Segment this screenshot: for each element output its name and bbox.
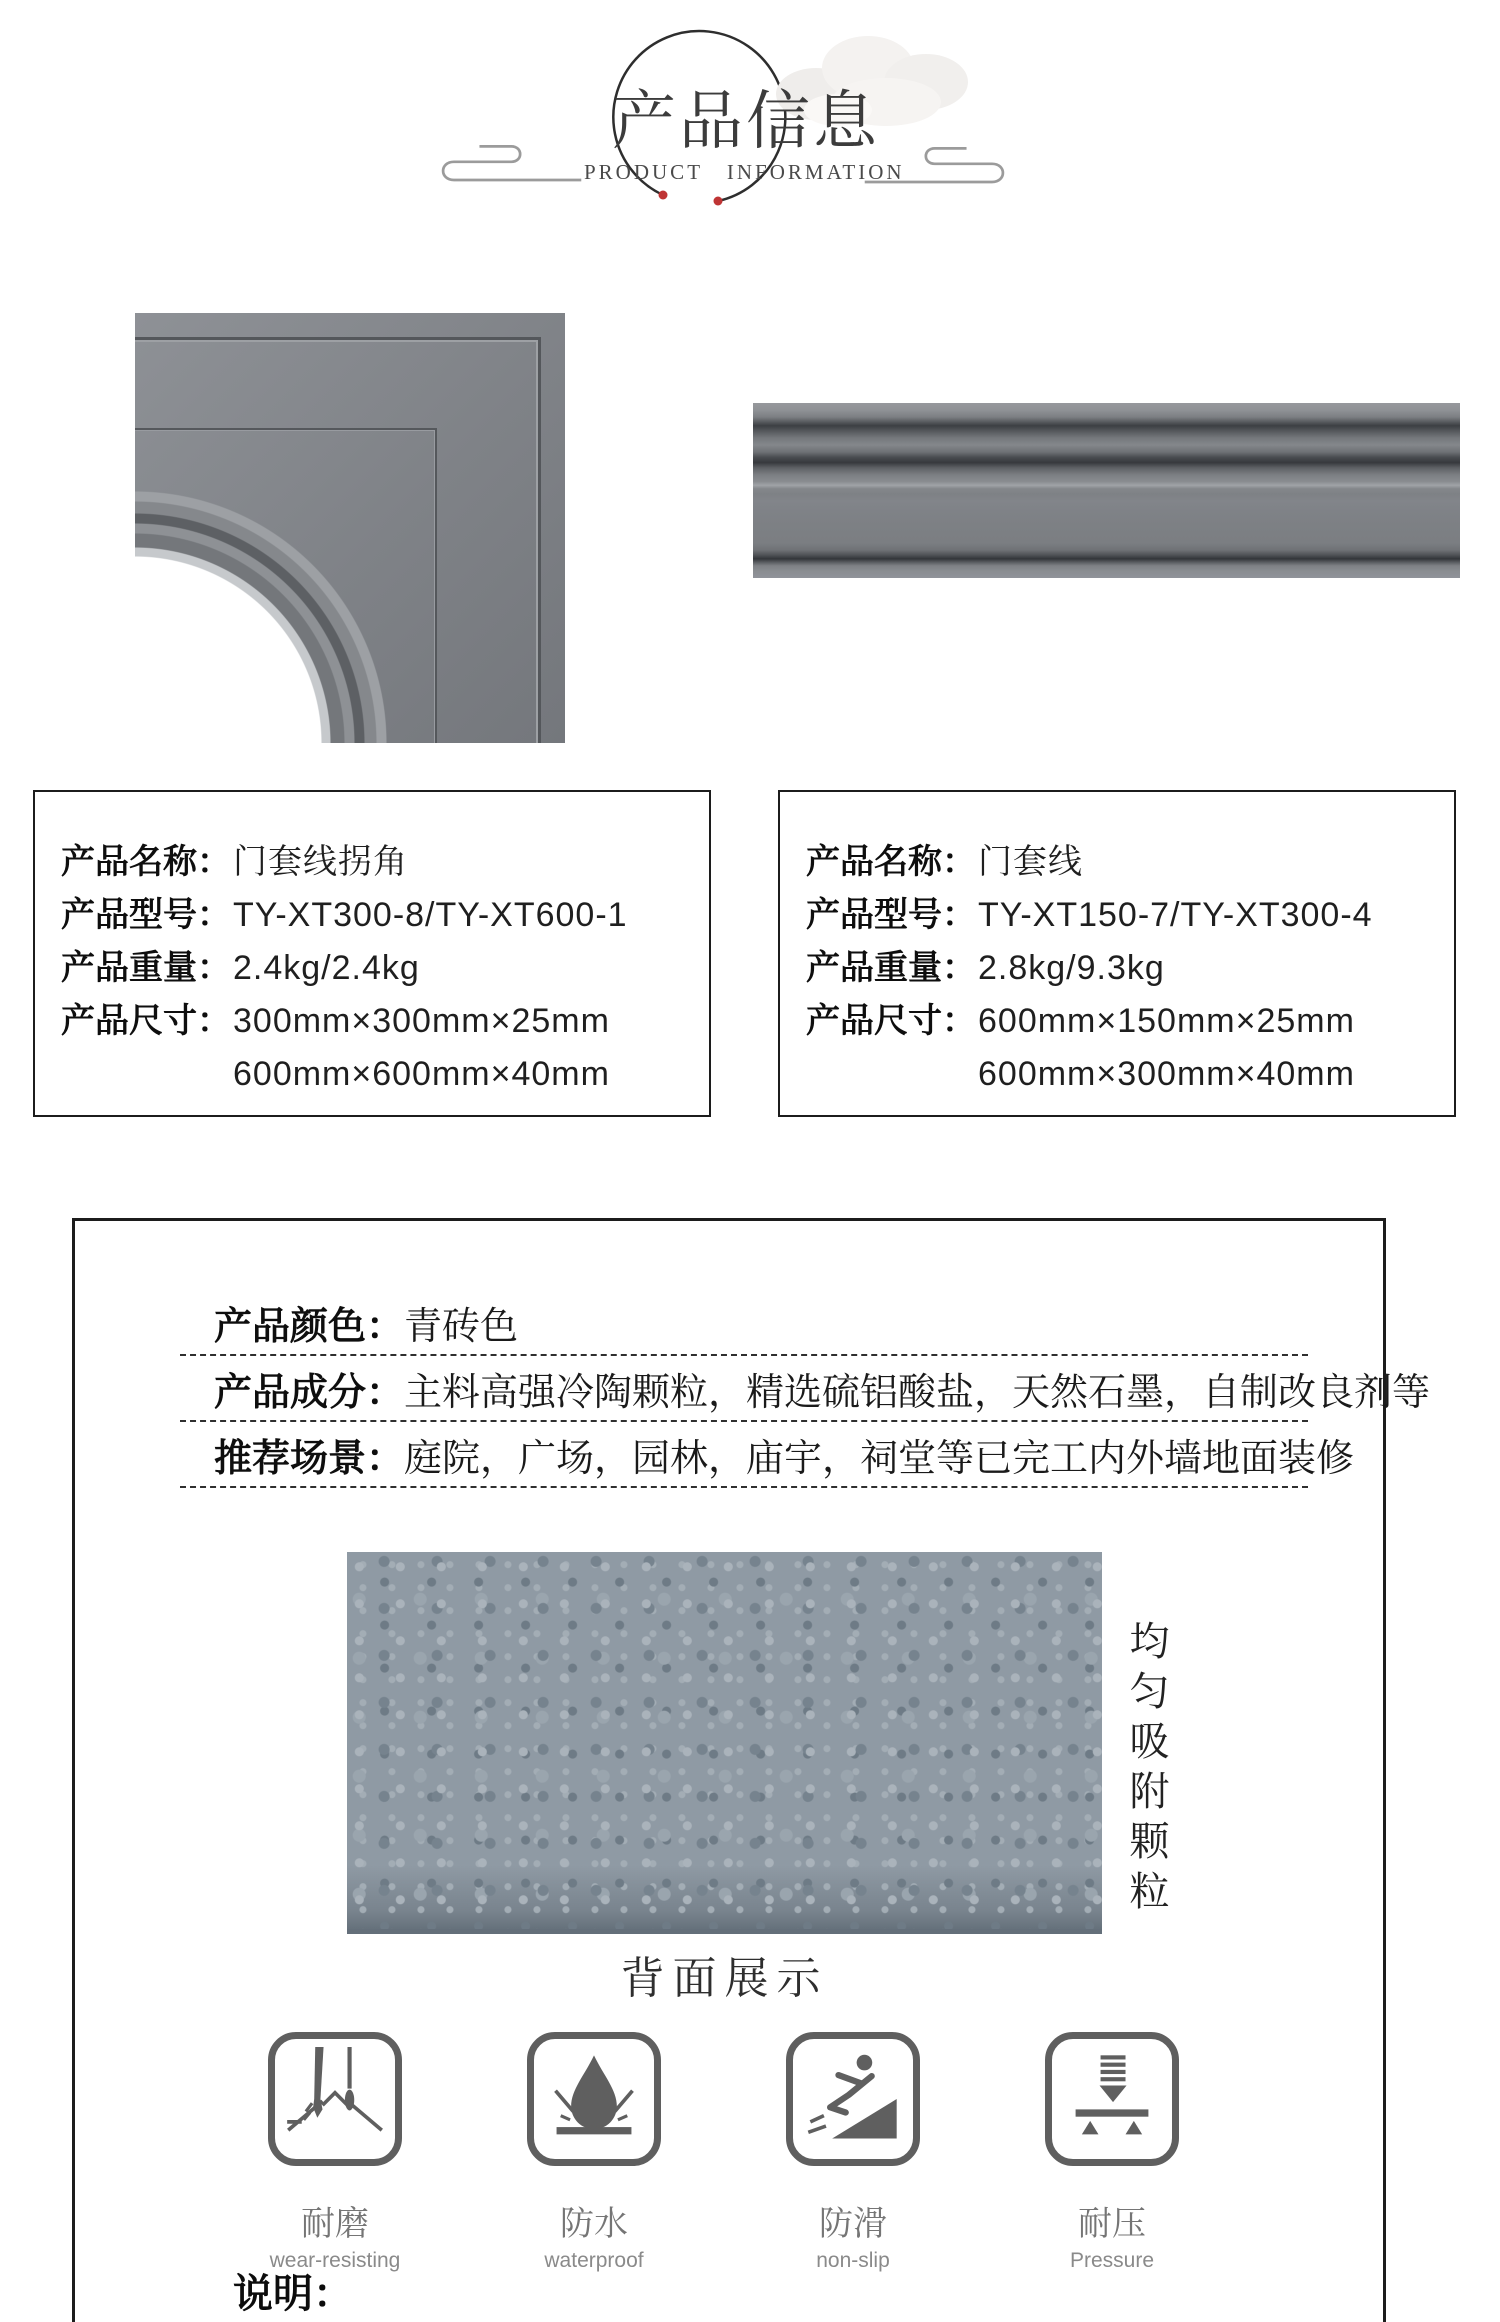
spec-label: 产品成分： [214,1371,405,1414]
field-value: 600mm×150mm×25mm [978,1002,1355,1040]
field-value: 600mm×600mm×40mm [233,1055,610,1093]
spec-row-composition [180,1356,1431,1422]
corner-molding-photo [135,313,565,743]
corner-molding-arc-cutout [135,313,565,743]
product-model-row [61,889,709,942]
field-value: 2.4kg/2.4kg [233,949,420,987]
spec-label: 产品颜色： [214,1305,405,1348]
feature-pressure [1045,2032,1179,2273]
product-size-row [61,995,709,1048]
field-label: 产品重量： [61,949,231,987]
field-value: 300mm×300mm×25mm [233,1002,610,1040]
product-card-corner-molding [33,790,711,1117]
feature-name-en: wear-resisting [269,2249,401,2272]
field-value: TY-XT300-8/TY-XT600-1 [233,896,628,934]
page-title: 产品信息 [612,85,880,157]
field-value: 门套线 [978,843,1083,881]
waterproof-icon [542,2047,646,2151]
product-model-row [806,889,1454,942]
feature-waterproof [527,2032,661,2273]
feature-list [268,2032,1179,2273]
spec-table [180,1290,1431,1488]
spec-label: 推荐场景： [214,1437,405,1480]
non-slip-icon [801,2047,905,2151]
product-size-row [806,995,1454,1048]
texture-caption: 背面展示 [620,1954,829,2003]
field-value: TY-XT150-7/TY-XT300-4 [978,896,1373,934]
note-label: 说明： [233,2272,353,2316]
feature-name-en: Pressure [1069,2249,1155,2272]
red-dot-left [659,191,668,200]
spec-value: 主料高强冷陶颗粒，精选硫铝酸盐，天然石墨，自制改良剂等 [404,1371,1431,1414]
feature-name-en: non-slip [816,2249,890,2272]
field-label: 产品尺寸： [806,1002,976,1040]
feature-name-en: waterproof [544,2249,644,2272]
product-weight-row [61,942,709,995]
feature-wear-resisting [268,2032,402,2273]
field-value: 2.8kg/9.3kg [978,949,1165,987]
product-size-row-2 [806,1048,1454,1101]
spec-value: 庭院，广场，园林，庙宇，祠堂等已完工内外墙地面装修 [404,1437,1355,1480]
spec-row-color [180,1290,1308,1356]
product-card-strip-molding [778,790,1456,1117]
field-label: 产品重量： [806,949,976,987]
field-value: 门套线拐角 [233,843,408,881]
spec-value: 青砖色 [404,1305,519,1348]
product-size-row-2 [61,1048,709,1101]
wear-resisting-icon [283,2047,387,2151]
red-dot-right [714,197,723,206]
field-label: 产品尺寸： [61,1002,231,1040]
vertical-note: 均匀吸附颗粒 [1124,1620,1168,1920]
field-label: 产品型号： [806,896,976,934]
feature-name: 耐磨 [301,2205,369,2243]
field-label: 产品型号： [61,896,231,934]
spec-row-scenes [180,1422,1355,1488]
product-name-row [806,836,1454,889]
feature-name: 防水 [560,2205,628,2243]
pressure-icon [1060,2047,1164,2151]
product-weight-row [806,942,1454,995]
field-value: 600mm×300mm×40mm [978,1055,1355,1093]
back-surface-texture-photo [347,1552,1102,1934]
product-name-row [61,836,709,889]
field-label: 产品名称： [806,843,976,881]
feature-name: 防滑 [819,2205,887,2243]
cloud-scroll-line-left-icon [420,140,588,190]
field-label: 产品名称： [61,843,231,881]
page-subtitle: PRODUCT INFORMATION [584,160,905,184]
feature-name: 耐压 [1078,2205,1146,2243]
strip-molding-photo [753,403,1460,578]
feature-non-slip [786,2032,920,2273]
